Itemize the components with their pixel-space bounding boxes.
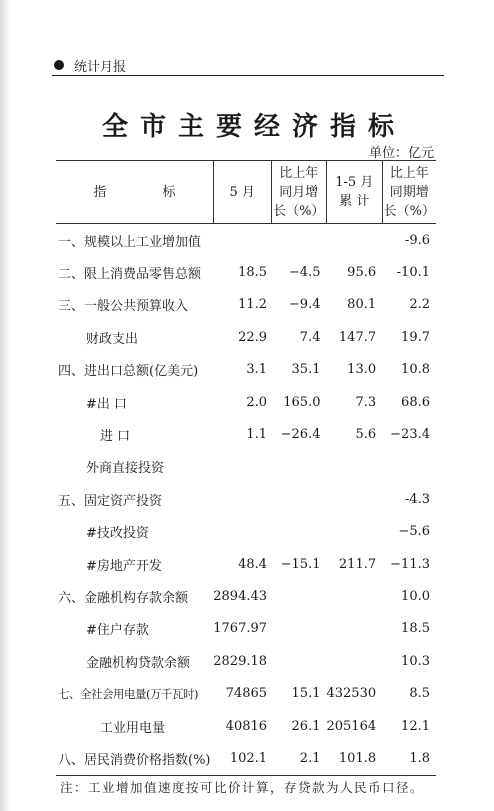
cell-cumulative: 7.3 xyxy=(355,394,377,410)
cell-month-yoy: −9.4 xyxy=(288,297,321,313)
cell-cumulative-yoy: -9.6 xyxy=(404,232,430,248)
cell-month-yoy xyxy=(271,580,326,612)
table-row xyxy=(56,289,436,321)
table-row xyxy=(56,710,436,742)
cell-cumulative: 211.7 xyxy=(338,556,377,572)
cell-cumulative xyxy=(326,483,382,515)
cell-month: 2894.43 xyxy=(213,588,268,604)
cell-cumulative xyxy=(326,645,382,677)
row-label: 工业用电量 xyxy=(100,720,166,736)
cell-month xyxy=(213,483,271,515)
cell-cumulative-yoy: 1.8 xyxy=(382,742,436,775)
bullet-icon xyxy=(54,60,64,70)
table-row xyxy=(56,580,436,612)
cell-cumulative-yoy: 12.1 xyxy=(401,718,430,734)
cell-cumulative-yoy: 2.2 xyxy=(409,297,430,313)
cell-cumulative-yoy: -10.1 xyxy=(396,265,430,281)
row-label: 四、进出口总额(亿美元) xyxy=(58,364,199,380)
unit-label: 单位：亿元 xyxy=(368,146,434,161)
col-header-cumulative-yoy-line2: 同期增 xyxy=(389,184,429,200)
running-header xyxy=(52,55,444,75)
table-row xyxy=(56,548,436,580)
col-header-month-yoy-line2: 同月增 xyxy=(279,184,319,200)
cell-month-yoy: 7.4 xyxy=(299,329,321,345)
col-header-month: 5 月 xyxy=(213,161,271,224)
table-header-row xyxy=(56,161,436,224)
row-label: 七、全社会用电量(万千瓦时) xyxy=(58,686,198,701)
section-label: 统计月报 xyxy=(74,59,127,75)
cell-month: 74865 xyxy=(225,686,268,702)
cell-month-yoy xyxy=(271,645,326,677)
col-header-cumulative-line1: 1-5 月 xyxy=(335,175,374,190)
row-label: #房地产开发 xyxy=(86,558,162,574)
col-header-month-yoy-line1: 比上年 xyxy=(279,165,319,181)
cell-cumulative-yoy: −23.4 xyxy=(390,427,430,443)
cell-month-yoy xyxy=(271,451,326,483)
cell-month-yoy xyxy=(271,613,326,645)
cell-month-yoy: 35.1 xyxy=(291,362,321,378)
table-row xyxy=(56,354,436,386)
row-label: 三、一般公共预算收入 xyxy=(58,299,189,315)
cell-month: 22.9 xyxy=(238,329,268,345)
table-row xyxy=(56,613,436,645)
row-label: 六、金融机构存款余额 xyxy=(58,590,189,606)
indicator-table xyxy=(56,160,436,776)
cell-cumulative-yoy xyxy=(382,451,436,483)
cell-month: 1.1 xyxy=(246,427,268,443)
row-label: 外商直接投资 xyxy=(86,461,165,477)
table-row xyxy=(56,418,436,450)
header-rule xyxy=(52,75,444,76)
page-edge-shadow xyxy=(0,0,10,811)
cell-month-yoy: −15.1 xyxy=(280,556,321,572)
row-label: 一、规模以上工业增加值 xyxy=(58,234,202,250)
cell-month-yoy: 165.0 xyxy=(283,394,321,410)
cell-month xyxy=(213,224,271,257)
table-row xyxy=(56,483,436,515)
cell-cumulative-yoy: 19.7 xyxy=(401,329,430,345)
cell-cumulative xyxy=(326,613,382,645)
cell-cumulative xyxy=(326,516,382,548)
col-header-cumulative-line2: 累 计 xyxy=(339,194,370,209)
cell-cumulative-yoy: −5.6 xyxy=(398,524,430,540)
cell-month: 11.2 xyxy=(238,297,268,313)
cell-cumulative-yoy: 10.8 xyxy=(401,362,430,378)
row-label: #出 口 xyxy=(86,396,128,412)
table-row xyxy=(56,386,436,418)
table-row xyxy=(56,742,436,775)
col-header-month-yoy xyxy=(271,161,326,224)
cell-cumulative-yoy: 18.5 xyxy=(401,621,430,637)
cell-cumulative-yoy: 10.3 xyxy=(401,653,430,669)
row-label: 进 口 xyxy=(100,429,131,445)
cell-month xyxy=(213,451,271,483)
cell-cumulative: 80.1 xyxy=(347,297,377,313)
row-label: 五、固定资产投资 xyxy=(58,493,163,509)
cell-month-yoy: −4.5 xyxy=(288,265,321,281)
cell-cumulative: 101.8 xyxy=(326,742,382,775)
cell-cumulative-yoy: −11.3 xyxy=(390,556,430,572)
footnote: 注：工业增加值速度按可比价计算，存贷款为人民币口径。 xyxy=(60,780,425,795)
cell-month: 18.5 xyxy=(238,265,268,281)
cell-cumulative xyxy=(326,580,382,612)
table-row xyxy=(56,224,436,257)
cell-cumulative xyxy=(326,451,382,483)
table-row xyxy=(56,677,436,709)
cell-cumulative: 432530 xyxy=(326,686,377,702)
col-header-cumulative-yoy-line1: 比上年 xyxy=(389,165,429,181)
row-label: 二、限上消费品零售总额 xyxy=(58,267,202,283)
table-row xyxy=(56,256,436,288)
cell-month xyxy=(213,516,271,548)
row-label: 金融机构贷款余额 xyxy=(86,655,191,671)
cell-month: 48.4 xyxy=(238,556,268,572)
table-row xyxy=(56,516,436,548)
page-title: 全市主要经济指标 xyxy=(101,112,406,142)
col-header-cumulative-yoy xyxy=(382,161,436,224)
cell-cumulative-yoy: 68.6 xyxy=(401,394,430,410)
row-label: #住户存款 xyxy=(86,623,149,639)
col-header-cumulative-yoy-line3: 长（%） xyxy=(383,203,435,219)
col-header-cumulative xyxy=(326,161,382,224)
cell-month-yoy xyxy=(271,516,326,548)
cell-month-yoy: 26.1 xyxy=(291,718,321,734)
cell-cumulative-yoy: 8.5 xyxy=(409,686,430,702)
cell-month-yoy: 15.1 xyxy=(291,686,321,702)
cell-cumulative xyxy=(326,224,382,257)
cell-month: 3.1 xyxy=(246,362,268,378)
cell-cumulative-yoy: -4.3 xyxy=(404,491,430,507)
row-label: #技改投资 xyxy=(86,526,149,542)
row-label: 财政支出 xyxy=(86,331,139,347)
cell-month: 102.1 xyxy=(213,742,271,775)
cell-month-yoy: 2.1 xyxy=(271,742,326,775)
cell-month: 2829.18 xyxy=(213,653,268,669)
cell-cumulative: 13.0 xyxy=(347,362,377,378)
col-header-month-yoy-line3: 长（%） xyxy=(273,203,325,219)
cell-cumulative: 95.6 xyxy=(347,265,377,281)
cell-month: 2.0 xyxy=(246,394,268,410)
cell-month-yoy xyxy=(271,224,326,257)
cell-month: 1767.97 xyxy=(213,621,268,637)
cell-cumulative: 5.6 xyxy=(355,427,377,443)
col-header-indicator: 指 标 xyxy=(56,161,213,224)
cell-month-yoy xyxy=(271,483,326,515)
table-row xyxy=(56,645,436,677)
table-row xyxy=(56,321,436,353)
cell-cumulative: 205164 xyxy=(326,718,377,734)
cell-month-yoy: −26.4 xyxy=(280,427,321,443)
row-label: 八、居民消费价格指数(%) xyxy=(56,742,213,775)
cell-cumulative: 147.7 xyxy=(338,329,377,345)
cell-cumulative-yoy: 10.0 xyxy=(401,588,430,604)
cell-month: 40816 xyxy=(225,718,268,734)
table-row xyxy=(56,451,436,483)
